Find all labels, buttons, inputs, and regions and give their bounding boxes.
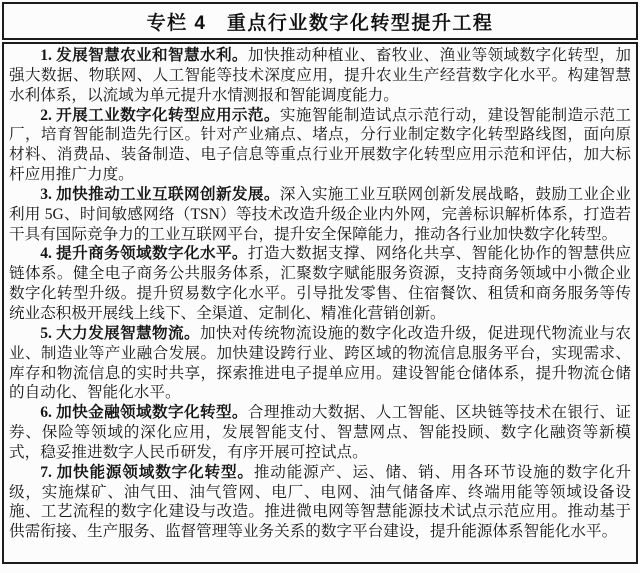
paragraph-6 bbox=[9, 403, 631, 463]
paragraph-2-lead: 2. 开展工业数字化转型应用示范。 bbox=[40, 106, 280, 124]
paragraph-4-lead: 4. 提升商务领域数字化水平。 bbox=[40, 245, 248, 263]
paragraph-4-text: 打造大数据支撑、网络化共享、智能化协作的智慧供应链体系。健全电子商务公共服务体系，汇聚数字赋能服务资源，支持商务领域中小微企业数字化转型升级。提升贸易数字化水平。引导批发零售、住宿餐饮、租赁和商务服务等传统业态积极开展线上线下、全渠道、定制化、精准化营销创新。 bbox=[9, 245, 631, 322]
paragraph-5-lead: 5. 大力发展智慧物流。 bbox=[40, 324, 200, 342]
paragraph-6-text: 合理推动大数据、人工智能、区块链等技术在银行、证券、保险等领域的深化应用，发展智能支付、智慧网点、智能投顾、数字化融资等新模式，稳妥推进数字人民币研发，有序开展可控试点。 bbox=[9, 404, 631, 461]
paragraph-1-text: 加快推动种植业、畜牧业、渔业等领域数字化转型，加强大数据、物联网、人工智能等技术深度应用，提升农业生产经营数字化水平。构建智慧水利体系，以流域为单元提升水情测报和智能调度能力。 bbox=[9, 47, 631, 104]
column-title: 专栏 4 重点行业数字化转型提升工程 bbox=[146, 12, 494, 34]
column-title-box bbox=[2, 2, 638, 40]
paragraph-2-text: 实施智能制造试点示范行动，建设智能制造示范工厂，培育智能制造先行区。针对产业痛点、堵点，分行业制定数字化转型路线图，面向原材料、消费品、装备制造、电子信息等重点行业开展数字化转型应用示范和评估，加大标杆应用推广力度。 bbox=[9, 106, 631, 184]
paragraph-2 bbox=[9, 106, 631, 185]
paragraph-3-text: 深入实施工业互联网创新发展战略，鼓励工业企业利用 5G、时间敏感网络（TSN）等技术改造升级企业内外网，完善标识解析体系，打造若干具有国际竞争力的工业互联网平台，提升安全保障能力，推动各行业加快数字化转型。 bbox=[9, 185, 631, 243]
paragraph-5-text: 加快对传统物流设施的数字化改造升级，促进现代物流业与农业、制造业等产业融合发展。加快建设跨行业、跨区域的物流信息服务平台，实现需求、库存和物流信息的实时共享，探索推进电子提单应用。建设智能仓储体系，提升物流仓储的自动化、智能化水平。 bbox=[9, 324, 631, 402]
paragraph-4 bbox=[9, 244, 631, 323]
paragraph-1-lead: 1. 发展智慧农业和智慧水利。 bbox=[40, 47, 248, 64]
paragraph-1 bbox=[9, 46, 631, 106]
paragraph-5 bbox=[9, 324, 631, 403]
paragraph-7 bbox=[9, 463, 631, 542]
paragraph-3-lead: 3. 加快推动工业互联网创新发展。 bbox=[40, 185, 280, 203]
paragraph-7-lead: 7. 加快能源领域数字化转型。 bbox=[40, 463, 254, 481]
column-body-box bbox=[2, 42, 638, 564]
paragraph-3 bbox=[9, 185, 631, 245]
paragraph-7-text: 推动能源产、运、储、销、用各环节设施的数字化升级，实施煤矿、油气田、油气管网、电厂、电网、油气储备库、终端用能等领域设备设施、工艺流程的数字化建设与改造。推进微电网等智慧能源技术试点示范应用。推动基于供需衔接、生产服务、监督管理等业务关系的数字平台建设，提升能源体系智能化水平。 bbox=[9, 463, 631, 541]
paragraph-6-lead: 6. 加快金融领域数字化转型。 bbox=[40, 404, 248, 422]
